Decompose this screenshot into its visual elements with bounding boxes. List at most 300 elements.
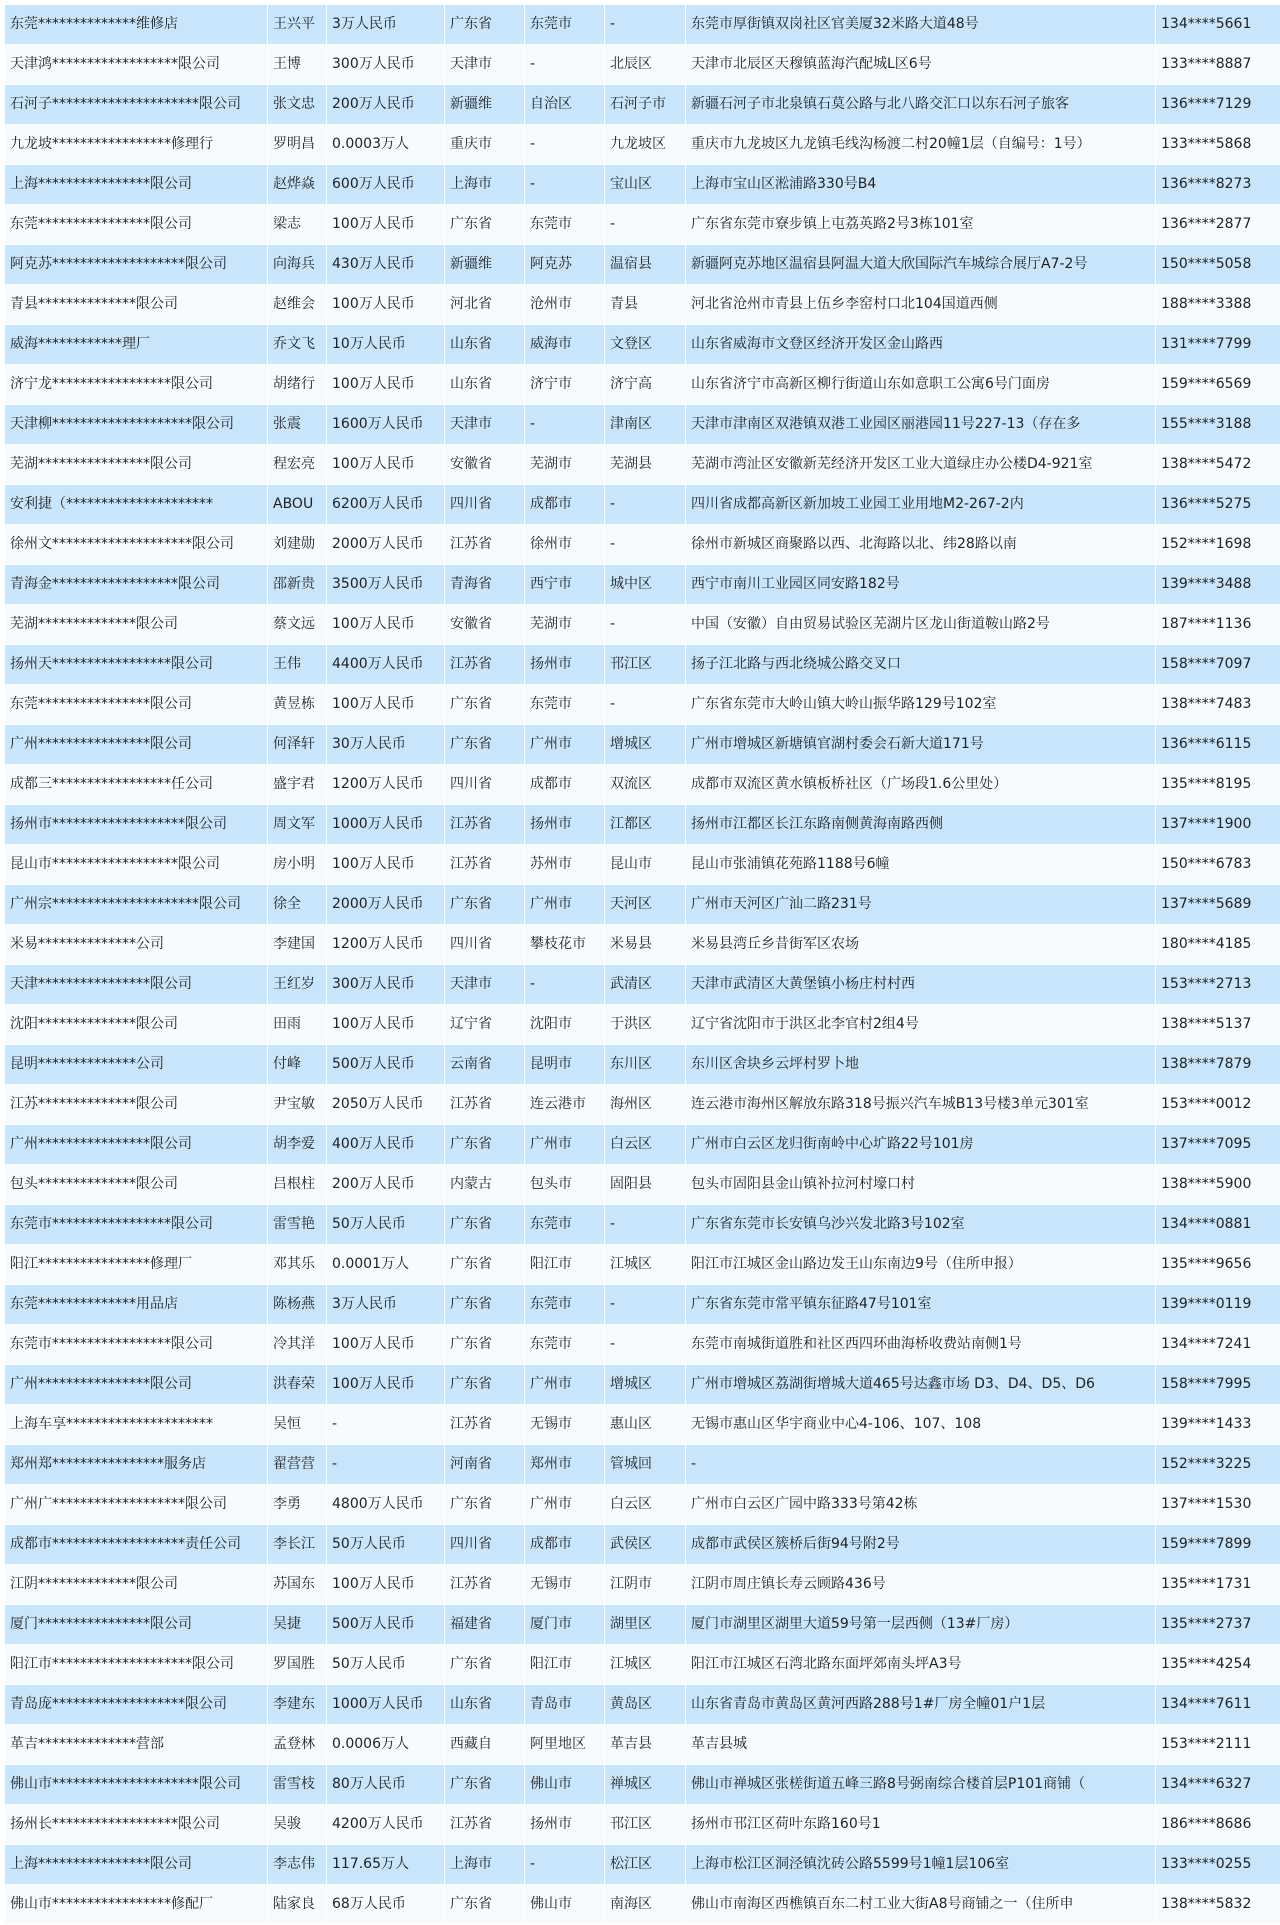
district-cell: -	[605, 525, 686, 565]
legal-representative-cell: 付峰	[268, 1045, 327, 1085]
district-cell: 松江区	[605, 1845, 686, 1885]
address-cell: 革吉县城	[686, 1725, 1156, 1765]
district-cell: 黄岛区	[605, 1685, 686, 1725]
address-cell: 扬州市江都区长江东路南侧黄海南路西侧	[686, 805, 1156, 845]
phone-cell: 137****1900	[1156, 805, 1280, 845]
table-row	[5, 1245, 1280, 1285]
legal-representative-cell: 洪春荣	[268, 1365, 327, 1405]
phone-cell: 136****8273	[1156, 165, 1280, 205]
address-cell: 广州市白云区龙归街南岭中心圹路22号101房	[686, 1125, 1156, 1165]
province-cell: 山东省	[445, 325, 525, 365]
legal-representative-cell: 王博	[268, 45, 327, 85]
city-cell: 东莞市	[525, 5, 605, 45]
legal-representative-cell: 吴恒	[268, 1405, 327, 1445]
phone-cell: 136****5275	[1156, 485, 1280, 525]
legal-representative-cell: 胡李爱	[268, 1125, 327, 1165]
city-cell: 芜湖市	[525, 445, 605, 485]
phone-cell: 134****7611	[1156, 1685, 1280, 1725]
legal-representative-cell: 赵烨焱	[268, 165, 327, 205]
table-row	[5, 1165, 1280, 1205]
company-name-cell: 上海****************限公司	[5, 1845, 268, 1885]
province-cell: 江苏省	[445, 1565, 525, 1605]
company-name-cell: 江阴**************限公司	[5, 1565, 268, 1605]
legal-representative-cell: 冷其洋	[268, 1325, 327, 1365]
city-cell: -	[525, 165, 605, 205]
table-row	[5, 1725, 1280, 1765]
table-row	[5, 1325, 1280, 1365]
address-cell: -	[686, 1445, 1156, 1485]
district-cell: 邗江区	[605, 1805, 686, 1845]
phone-cell: 134****0881	[1156, 1205, 1280, 1245]
province-cell: 广东省	[445, 1365, 525, 1405]
legal-representative-cell: ABOU	[268, 485, 327, 525]
table-row	[5, 1285, 1280, 1325]
registered-capital-cell: -	[327, 1405, 445, 1445]
registered-capital-cell: 0.0006万人	[327, 1725, 445, 1765]
registered-capital-cell: 100万人民币	[327, 285, 445, 325]
table-row	[5, 1605, 1280, 1645]
address-cell: 佛山市南海区西樵镇百东二村工业大街A8号商铺之一（住所申	[686, 1885, 1156, 1925]
province-cell: 广东省	[445, 1765, 525, 1805]
province-cell: 广东省	[445, 1205, 525, 1245]
company-name-cell: 米易**************公司	[5, 925, 268, 965]
address-cell: 广东省东莞市长安镇乌沙兴发北路3号102室	[686, 1205, 1156, 1245]
phone-cell: 136****2877	[1156, 205, 1280, 245]
city-cell: 阿克苏	[525, 245, 605, 285]
legal-representative-cell: 吴骏	[268, 1805, 327, 1845]
phone-cell: 138****5137	[1156, 1005, 1280, 1045]
legal-representative-cell: 张文忠	[268, 85, 327, 125]
phone-cell: 187****1136	[1156, 605, 1280, 645]
province-cell: 上海市	[445, 1845, 525, 1885]
city-cell: 徐州市	[525, 525, 605, 565]
phone-cell: 152****1698	[1156, 525, 1280, 565]
address-cell: 上海市松江区洞泾镇沈砖公路5599号1幢1层106室	[686, 1845, 1156, 1885]
registered-capital-cell: 80万人民币	[327, 1765, 445, 1805]
city-cell: -	[525, 45, 605, 85]
registered-capital-cell: 400万人民币	[327, 1125, 445, 1165]
phone-cell: 150****5058	[1156, 245, 1280, 285]
table-row	[5, 85, 1280, 125]
legal-representative-cell: 刘建勋	[268, 525, 327, 565]
address-cell: 广州市天河区广汕二路231号	[686, 885, 1156, 925]
city-cell: 包头市	[525, 1165, 605, 1205]
phone-cell: 137****7095	[1156, 1125, 1280, 1165]
company-name-cell: 青岛庞*******************限公司	[5, 1685, 268, 1725]
registered-capital-cell: 2050万人民币	[327, 1085, 445, 1125]
district-cell: 南海区	[605, 1885, 686, 1925]
registered-capital-cell: -	[327, 1445, 445, 1485]
city-cell: 攀枝花市	[525, 925, 605, 965]
district-cell: 青县	[605, 285, 686, 325]
province-cell: 西藏自	[445, 1725, 525, 1765]
address-cell: 天津市武清区大黄堡镇小杨庄村村西	[686, 965, 1156, 1005]
registered-capital-cell: 100万人民币	[327, 1565, 445, 1605]
province-cell: 内蒙古	[445, 1165, 525, 1205]
address-cell: 东莞市厚街镇双岗社区官美厦32米路大道48号	[686, 5, 1156, 45]
registered-capital-cell: 1000万人民币	[327, 1685, 445, 1725]
registered-capital-cell: 100万人民币	[327, 605, 445, 645]
district-cell: 石河子市	[605, 85, 686, 125]
address-cell: 米易县湾丘乡昔街军区农场	[686, 925, 1156, 965]
city-cell: 沧州市	[525, 285, 605, 325]
legal-representative-cell: 程宏亮	[268, 445, 327, 485]
registered-capital-cell: 430万人民币	[327, 245, 445, 285]
address-cell: 江阴市周庄镇长寿云顾路436号	[686, 1565, 1156, 1605]
legal-representative-cell: 雷雪枝	[268, 1765, 327, 1805]
company-name-cell: 济宁龙*****************限公司	[5, 365, 268, 405]
city-cell: 佛山市	[525, 1885, 605, 1925]
address-cell: 辽宁省沈阳市于洪区北李官村2组4号	[686, 1005, 1156, 1045]
district-cell: 北辰区	[605, 45, 686, 85]
company-name-cell: 革吉**************营部	[5, 1725, 268, 1765]
phone-cell: 138****7879	[1156, 1045, 1280, 1085]
address-cell: 天津市北辰区天穆镇蓝海汽配城L区6号	[686, 45, 1156, 85]
table-row	[5, 965, 1280, 1005]
city-cell: 沈阳市	[525, 1005, 605, 1045]
phone-cell: 137****5689	[1156, 885, 1280, 925]
legal-representative-cell: 雷雪艳	[268, 1205, 327, 1245]
address-cell: 阳江市江城区金山路边发王山东南边9号（住所申报）	[686, 1245, 1156, 1285]
phone-cell: 150****6783	[1156, 845, 1280, 885]
province-cell: 上海市	[445, 165, 525, 205]
phone-cell: 134****5661	[1156, 5, 1280, 45]
district-cell: -	[605, 485, 686, 525]
city-cell: 济宁市	[525, 365, 605, 405]
table-row	[5, 1125, 1280, 1165]
province-cell: 重庆市	[445, 125, 525, 165]
address-cell: 广东省东莞市寮步镇上屯荔英路2号3栋101室	[686, 205, 1156, 245]
registered-capital-cell: 2000万人民币	[327, 885, 445, 925]
company-name-cell: 扬州天*****************限公司	[5, 645, 268, 685]
legal-representative-cell: 翟营营	[268, 1445, 327, 1485]
phone-cell: 138****5900	[1156, 1165, 1280, 1205]
registered-capital-cell: 100万人民币	[327, 365, 445, 405]
legal-representative-cell: 苏国东	[268, 1565, 327, 1605]
legal-representative-cell: 李志伟	[268, 1845, 327, 1885]
district-cell: 禅城区	[605, 1765, 686, 1805]
city-cell: 广州市	[525, 1125, 605, 1165]
phone-cell: 135****9656	[1156, 1245, 1280, 1285]
table-row	[5, 5, 1280, 45]
province-cell: 广东省	[445, 1885, 525, 1925]
registered-capital-cell: 100万人民币	[327, 1005, 445, 1045]
province-cell: 山东省	[445, 1685, 525, 1725]
table-row	[5, 605, 1280, 645]
province-cell: 广东省	[445, 1245, 525, 1285]
address-cell: 昆山市张浦镇花苑路1188号6幢	[686, 845, 1156, 885]
address-cell: 徐州市新城区商聚路以西、北海路以北、纬28路以南	[686, 525, 1156, 565]
table-row	[5, 1365, 1280, 1405]
city-cell: 扬州市	[525, 1805, 605, 1845]
province-cell: 广东省	[445, 1485, 525, 1525]
legal-representative-cell: 罗国胜	[268, 1645, 327, 1685]
province-cell: 河南省	[445, 1445, 525, 1485]
table-row	[5, 245, 1280, 285]
city-cell: 广州市	[525, 725, 605, 765]
legal-representative-cell: 周文军	[268, 805, 327, 845]
address-cell: 山东省威海市文登区经济开发区金山路西	[686, 325, 1156, 365]
phone-cell: 135****4254	[1156, 1645, 1280, 1685]
company-name-cell: 昆明**************公司	[5, 1045, 268, 1085]
company-name-cell: 阳江市********************限公司	[5, 1645, 268, 1685]
phone-cell: 134****7241	[1156, 1325, 1280, 1365]
legal-representative-cell: 乔文飞	[268, 325, 327, 365]
legal-representative-cell: 邓其乐	[268, 1245, 327, 1285]
registered-capital-cell: 100万人民币	[327, 1365, 445, 1405]
province-cell: 青海省	[445, 565, 525, 605]
address-cell: 重庆市九龙坡区九龙镇毛线沟杨渡二村20幢1层（自编号：1号）	[686, 125, 1156, 165]
district-cell: 白云区	[605, 1125, 686, 1165]
legal-representative-cell: 王红岁	[268, 965, 327, 1005]
table-row	[5, 125, 1280, 165]
district-cell: 九龙坡区	[605, 125, 686, 165]
district-cell: 津南区	[605, 405, 686, 445]
district-cell: 增城区	[605, 725, 686, 765]
registered-capital-cell: 2000万人民币	[327, 525, 445, 565]
company-name-cell: 沈阳**************限公司	[5, 1005, 268, 1045]
phone-cell: 138****5832	[1156, 1885, 1280, 1925]
legal-representative-cell: 王伟	[268, 645, 327, 685]
address-cell: 成都市双流区黄水镇板桥社区（广场段1.6公里处）	[686, 765, 1156, 805]
district-cell: 天河区	[605, 885, 686, 925]
district-cell: -	[605, 685, 686, 725]
company-name-cell: 东莞市*****************限公司	[5, 1325, 268, 1365]
company-name-cell: 东莞****************限公司	[5, 685, 268, 725]
legal-representative-cell: 徐全	[268, 885, 327, 925]
city-cell: 扬州市	[525, 805, 605, 845]
legal-representative-cell: 梁志	[268, 205, 327, 245]
legal-representative-cell: 张震	[268, 405, 327, 445]
province-cell: 四川省	[445, 925, 525, 965]
city-cell: 无锡市	[525, 1565, 605, 1605]
company-name-cell: 天津鸿******************限公司	[5, 45, 268, 85]
phone-cell: 138****7483	[1156, 685, 1280, 725]
province-cell: 江苏省	[445, 1805, 525, 1845]
company-name-cell: 包头**************限公司	[5, 1165, 268, 1205]
city-cell: 成都市	[525, 1525, 605, 1565]
table-row	[5, 1845, 1280, 1885]
legal-representative-cell: 李勇	[268, 1485, 327, 1525]
table-row	[5, 525, 1280, 565]
company-name-cell: 东莞****************限公司	[5, 205, 268, 245]
district-cell: 武侯区	[605, 1525, 686, 1565]
registered-capital-cell: 200万人民币	[327, 85, 445, 125]
city-cell: 郑州市	[525, 1445, 605, 1485]
city-cell: 东莞市	[525, 1205, 605, 1245]
phone-cell: 135****8195	[1156, 765, 1280, 805]
registered-capital-cell: 300万人民币	[327, 45, 445, 85]
district-cell: 惠山区	[605, 1405, 686, 1445]
legal-representative-cell: 孟登林	[268, 1725, 327, 1765]
phone-cell: 133****5868	[1156, 125, 1280, 165]
address-cell: 上海市宝山区淞浦路330号B4	[686, 165, 1156, 205]
district-cell: 宝山区	[605, 165, 686, 205]
registered-capital-cell: 4200万人民币	[327, 1805, 445, 1845]
registered-capital-cell: 600万人民币	[327, 165, 445, 205]
table-row	[5, 1485, 1280, 1525]
company-name-cell: 成都市*******************责任公司	[5, 1525, 268, 1565]
table-row	[5, 1765, 1280, 1805]
city-cell: 广州市	[525, 1365, 605, 1405]
district-cell: 固阳县	[605, 1165, 686, 1205]
city-cell: 佛山市	[525, 1765, 605, 1805]
table-row	[5, 725, 1280, 765]
city-cell: 广州市	[525, 885, 605, 925]
company-name-cell: 上海****************限公司	[5, 165, 268, 205]
legal-representative-cell: 李建东	[268, 1685, 327, 1725]
company-name-cell: 东莞**************维修店	[5, 5, 268, 45]
registered-capital-cell: 3万人民币	[327, 5, 445, 45]
company-table	[4, 4, 1280, 1925]
registered-capital-cell: 4800万人民币	[327, 1485, 445, 1525]
registered-capital-cell: 6200万人民币	[327, 485, 445, 525]
phone-cell: 188****3388	[1156, 285, 1280, 325]
city-cell: 芜湖市	[525, 605, 605, 645]
district-cell: 双流区	[605, 765, 686, 805]
table-row	[5, 45, 1280, 85]
legal-representative-cell: 李长江	[268, 1525, 327, 1565]
registered-capital-cell: 0.0003万人	[327, 125, 445, 165]
registered-capital-cell: 10万人民币	[327, 325, 445, 365]
legal-representative-cell: 尹宝敏	[268, 1085, 327, 1125]
district-cell: -	[605, 205, 686, 245]
address-cell: 成都市武侯区簇桥后街94号附2号	[686, 1525, 1156, 1565]
registered-capital-cell: 300万人民币	[327, 965, 445, 1005]
company-name-cell: 芜湖****************限公司	[5, 445, 268, 485]
phone-cell: 159****6569	[1156, 365, 1280, 405]
city-cell: 东莞市	[525, 685, 605, 725]
table-row	[5, 925, 1280, 965]
company-name-cell: 江苏**************限公司	[5, 1085, 268, 1125]
phone-cell: 131****7799	[1156, 325, 1280, 365]
company-name-cell: 昆山市******************限公司	[5, 845, 268, 885]
city-cell: 广州市	[525, 1485, 605, 1525]
table-row	[5, 685, 1280, 725]
phone-cell: 135****2737	[1156, 1605, 1280, 1645]
address-cell: 河北省沧州市青县上伍乡李窑村口北104国道西侧	[686, 285, 1156, 325]
legal-representative-cell: 邵新贵	[268, 565, 327, 605]
province-cell: 广东省	[445, 5, 525, 45]
phone-cell: 153****2111	[1156, 1725, 1280, 1765]
district-cell: 江城区	[605, 1245, 686, 1285]
phone-cell: 159****7899	[1156, 1525, 1280, 1565]
address-cell: 广东省东莞市大岭山镇大岭山振华路129号102室	[686, 685, 1156, 725]
registered-capital-cell: 200万人民币	[327, 1165, 445, 1205]
province-cell: 福建省	[445, 1605, 525, 1645]
table-row	[5, 325, 1280, 365]
phone-cell: 133****8887	[1156, 45, 1280, 85]
registered-capital-cell: 1600万人民币	[327, 405, 445, 445]
address-cell: 中国（安徽）自由贸易试验区芜湖片区龙山街道鞍山路2号	[686, 605, 1156, 645]
province-cell: 广东省	[445, 725, 525, 765]
legal-representative-cell: 胡绪行	[268, 365, 327, 405]
phone-cell: 152****3225	[1156, 1445, 1280, 1485]
address-cell: 天津市津南区双港镇双港工业园区丽港园11号227-13（存在多	[686, 405, 1156, 445]
province-cell: 广东省	[445, 205, 525, 245]
district-cell: 江阴市	[605, 1565, 686, 1605]
district-cell: 济宁高	[605, 365, 686, 405]
table-row	[5, 805, 1280, 845]
city-cell: 无锡市	[525, 1405, 605, 1445]
table-row	[5, 445, 1280, 485]
phone-cell: 136****7129	[1156, 85, 1280, 125]
legal-representative-cell: 房小明	[268, 845, 327, 885]
company-name-cell: 广州****************限公司	[5, 1125, 268, 1165]
city-cell: 阳江市	[525, 1245, 605, 1285]
city-cell: 厦门市	[525, 1605, 605, 1645]
district-cell: 东川区	[605, 1045, 686, 1085]
table-row	[5, 1005, 1280, 1045]
district-cell: 管城回	[605, 1445, 686, 1485]
address-cell: 包头市固阳县金山镇补拉河村壕口村	[686, 1165, 1156, 1205]
table-row	[5, 485, 1280, 525]
province-cell: 天津市	[445, 965, 525, 1005]
table-row	[5, 365, 1280, 405]
legal-representative-cell: 何泽轩	[268, 725, 327, 765]
table-row	[5, 885, 1280, 925]
district-cell: 昆山市	[605, 845, 686, 885]
company-table-body	[5, 5, 1280, 1925]
province-cell: 广东省	[445, 1645, 525, 1685]
district-cell: 芜湖县	[605, 445, 686, 485]
district-cell: 江城区	[605, 1645, 686, 1685]
address-cell: 扬州市邗江区荷叶东路160号1	[686, 1805, 1156, 1845]
district-cell: 海州区	[605, 1085, 686, 1125]
company-name-cell: 扬州长******************限公司	[5, 1805, 268, 1845]
district-cell: -	[605, 1325, 686, 1365]
company-name-cell: 成都三*****************任公司	[5, 765, 268, 805]
table-row	[5, 1805, 1280, 1845]
company-name-cell: 徐州文********************限公司	[5, 525, 268, 565]
district-cell: 武清区	[605, 965, 686, 1005]
district-cell: -	[605, 1205, 686, 1245]
address-cell: 东莞市南城街道胜和社区西四环曲海桥收费站南侧1号	[686, 1325, 1156, 1365]
district-cell: 文登区	[605, 325, 686, 365]
phone-cell: 138****5472	[1156, 445, 1280, 485]
table-row	[5, 1565, 1280, 1605]
city-cell: 昆明市	[525, 1045, 605, 1085]
phone-cell: 139****0119	[1156, 1285, 1280, 1325]
company-name-cell: 青县**************限公司	[5, 285, 268, 325]
province-cell: 云南省	[445, 1045, 525, 1085]
registered-capital-cell: 117.65万人	[327, 1845, 445, 1885]
company-name-cell: 佛山市*********************限公司	[5, 1765, 268, 1805]
table-row	[5, 1445, 1280, 1485]
registered-capital-cell: 100万人民币	[327, 845, 445, 885]
registered-capital-cell: 3500万人民币	[327, 565, 445, 605]
district-cell: 于洪区	[605, 1005, 686, 1045]
district-cell: 白云区	[605, 1485, 686, 1525]
city-cell: 阿里地区	[525, 1725, 605, 1765]
company-name-cell: 上海车享*********************	[5, 1405, 268, 1445]
city-cell: -	[525, 965, 605, 1005]
district-cell: 增城区	[605, 1365, 686, 1405]
company-name-cell: 阳江****************修理厂	[5, 1245, 268, 1285]
registered-capital-cell: 1200万人民币	[327, 765, 445, 805]
district-cell: 湖里区	[605, 1605, 686, 1645]
district-cell: 江都区	[605, 805, 686, 845]
province-cell: 广东省	[445, 1125, 525, 1165]
province-cell: 安徽省	[445, 445, 525, 485]
city-cell: 扬州市	[525, 645, 605, 685]
company-name-cell: 安利捷（*********************	[5, 485, 268, 525]
table-row	[5, 1045, 1280, 1085]
phone-cell: 133****0255	[1156, 1845, 1280, 1885]
district-cell: 革吉县	[605, 1725, 686, 1765]
table-row	[5, 845, 1280, 885]
registered-capital-cell: 100万人民币	[327, 1325, 445, 1365]
